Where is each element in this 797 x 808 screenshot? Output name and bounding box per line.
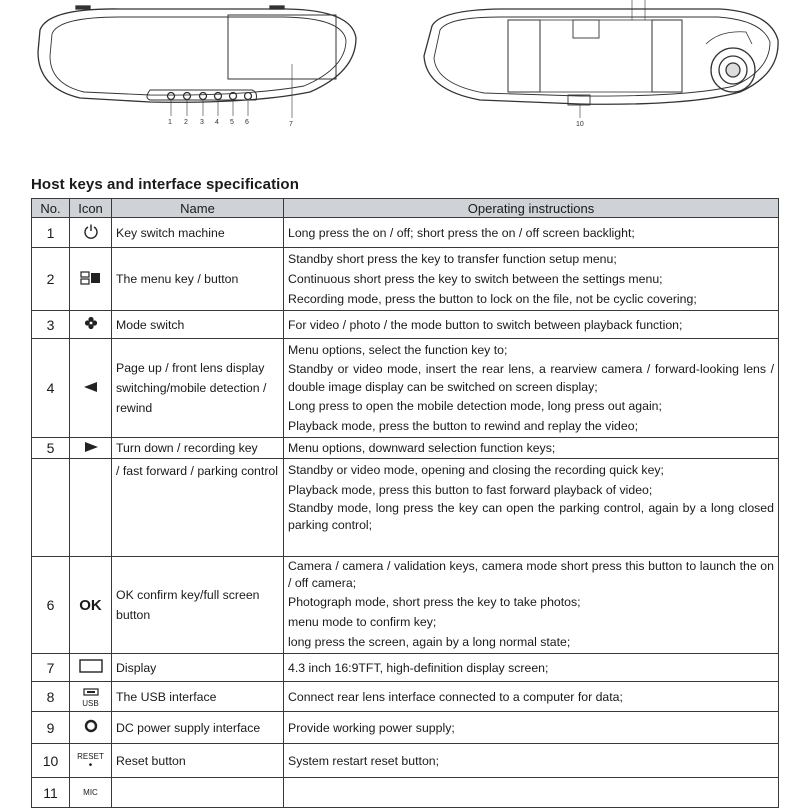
usb-label: USB [82, 699, 99, 708]
row-op: Long press the on / off; short press the on / off screen backlight; [288, 225, 635, 240]
table-row [32, 778, 779, 808]
table-row [32, 248, 779, 311]
left-arrow-icon [84, 382, 98, 392]
device-diagram [0, 0, 797, 140]
row-op: menu mode to confirm key; [288, 615, 437, 629]
callout-2: 2 [184, 119, 188, 126]
row-no: 2 [32, 248, 70, 311]
table-row [32, 744, 779, 778]
row-name: The USB interface [112, 682, 284, 712]
row-name: Display [112, 654, 284, 682]
row-no: 1 [32, 218, 70, 248]
table-row [32, 654, 779, 682]
table-row [32, 459, 779, 557]
row-name: OK confirm key/full screen button [112, 557, 284, 654]
row-op: Connect rear lens interface connected to a computer for data; [288, 689, 623, 704]
reset-icon: RESET • [71, 752, 110, 770]
row-no: 3 [32, 311, 70, 339]
callout-1: 1 [168, 119, 172, 126]
ok-icon: OK [70, 557, 112, 654]
right-arrow-icon [84, 442, 98, 452]
row-op: Playback mode, press this button to fast forward playback of video; [288, 483, 653, 497]
row-op: Menu options, select the function key to; [288, 343, 508, 357]
row-no: 5 [32, 438, 70, 459]
header-name: Name [112, 199, 284, 218]
mic-label: MIC [83, 788, 98, 797]
row-op: Provide working power supply; [288, 720, 455, 735]
row-name: / fast forward / parking control [112, 459, 284, 557]
row-op: Recording mode, press the button to lock on the file, not be cyclic covering; [288, 292, 697, 306]
header-ops: Operating instructions [284, 199, 779, 218]
row-op: Continuous short press the key to switch between the settings menu; [288, 272, 663, 286]
table-header-row [32, 199, 779, 218]
usb-icon [71, 685, 110, 708]
row-op: Menu options, downward selection function keys; [288, 441, 556, 455]
row-op: 4.3 inch 16:9TFT, high-definition display screen; [288, 660, 549, 675]
spec-table [31, 198, 779, 808]
back-view [424, 0, 778, 118]
table-row [32, 339, 779, 438]
table-row [32, 218, 779, 248]
row-no: 11 [32, 778, 70, 808]
row-name: The menu key / button [112, 248, 284, 311]
row-op: Playback mode, press the button to rewind and replay the video; [288, 419, 638, 433]
row-no: 6 [32, 557, 70, 654]
menu-icon [80, 271, 102, 285]
row-no: 7 [32, 654, 70, 682]
display-icon [79, 659, 103, 673]
row-op: Photograph mode, short press the key to take photos; [288, 595, 581, 609]
header-icon: Icon [70, 199, 112, 218]
front-callout-labels [168, 119, 293, 128]
row-op: Standby short press the key to transfer function setup menu; [288, 252, 617, 266]
row-op: long press the screen, again by a long normal state; [288, 635, 571, 649]
callout-3: 3 [200, 119, 204, 126]
row-op: Long press to open the mobile detection mode, long press out again; [288, 399, 662, 413]
row-no [32, 459, 70, 557]
row-op: Standby mode, long press the key can open the parking control, again by a long closed parking control; [288, 501, 774, 532]
row-op: Standby or video mode, opening and closing the recording quick key; [288, 463, 664, 477]
table-row [32, 438, 779, 459]
row-name: Reset button [112, 744, 284, 778]
row-op: Standby or video mode, insert the rear lens, a rearview camera / forward-looking lens / double image display can be switched on screen display; [288, 362, 774, 394]
reset-label: RESET [77, 751, 104, 761]
row-name: Page up / front lens display switching/mobile detection / rewind [112, 339, 284, 438]
callout-4: 4 [215, 119, 219, 126]
row-op: For video / photo / the mode button to switch between playback function; [288, 317, 683, 332]
dc-circle-icon [84, 719, 98, 733]
row-name: Turn down / recording key [112, 438, 284, 459]
table-row [32, 557, 779, 654]
row-no: 4 [32, 339, 70, 438]
row-name: DC power supply interface [112, 712, 284, 744]
table-row [32, 682, 779, 712]
row-name [112, 778, 284, 808]
callout-5: 5 [230, 119, 234, 126]
row-name: Key switch machine [112, 218, 284, 248]
front-view [38, 6, 356, 118]
section-title: Host keys and interface specification [31, 176, 299, 193]
row-name: Mode switch [112, 311, 284, 339]
power-icon [83, 223, 99, 239]
row-no: 10 [32, 744, 70, 778]
table-row [32, 712, 779, 744]
row-no: 9 [32, 712, 70, 744]
row-op: System restart reset button; [288, 753, 440, 768]
row-op: Camera / camera / validation keys, camera mode short press this button to launch the on / off camera; [288, 559, 774, 590]
flower-icon [84, 316, 98, 330]
callout-7: 7 [289, 121, 293, 128]
callout-10: 10 [576, 121, 584, 128]
row-no: 8 [32, 682, 70, 712]
table-row [32, 311, 779, 339]
callout-6: 6 [245, 119, 249, 126]
header-no: No. [32, 199, 70, 218]
